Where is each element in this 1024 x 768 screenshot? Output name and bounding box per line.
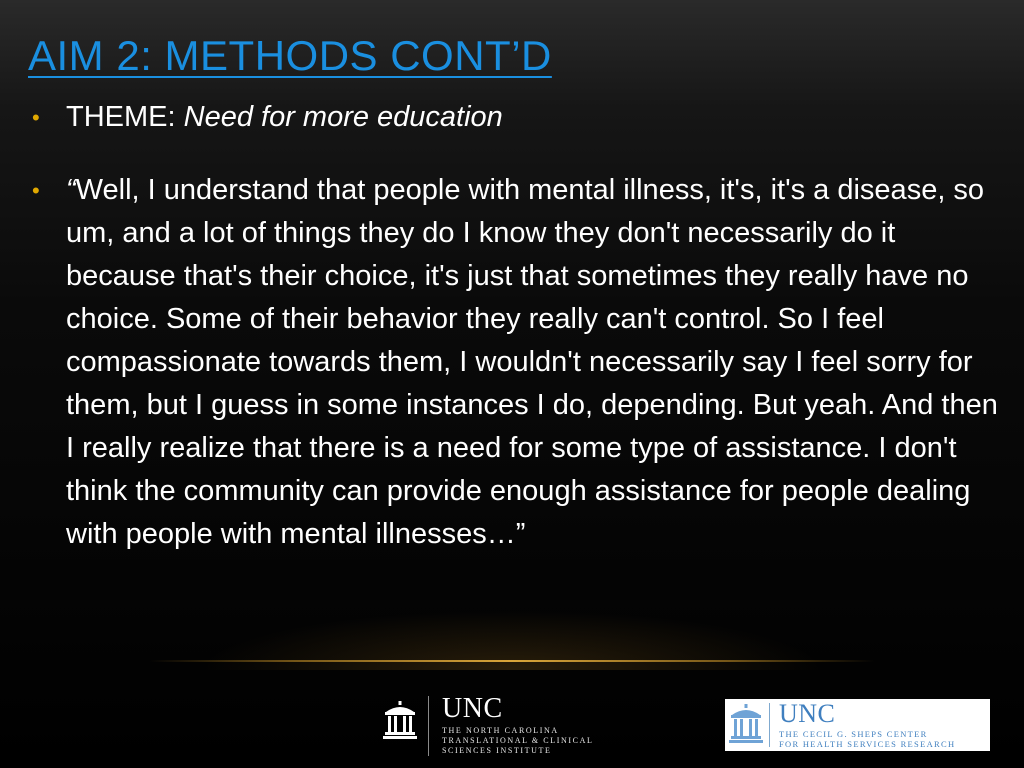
sheps-subtitle [779,729,989,749]
theme-value: Need for more education [183,101,503,133]
sheps-center-logo [725,699,990,751]
sheps-subtitle-line: FOR HEALTH SERVICES RESEARCH [779,739,956,749]
sheps-subtitle-line: THE CECIL G. SHEPS CENTER [779,729,928,739]
bullet-marker: • [32,178,40,203]
tracs-subtitle-line: TRANSLATIONAL & CLINICAL [442,736,594,745]
quote-open-mark: “ [66,174,76,206]
logo-divider [428,696,429,756]
accent-divider [150,660,874,662]
quote-text: Well, I understand that people with mental illness, it's, it's a disease, so um, and a lot of things they do I know they don't necessarily do it because that's their choice, it's just that sometimes they really have no choice. Some of their behavior they really can't control. So I feel compassionate towards them, I wouldn't necessarily say I feel sorry for them, but I guess in some instances I do, depending. But yeah. And then I really realize that there is a need for some type of assistance. I don't think the community can provide enough assistance for people dealing with people with mental illnesses…” [66,174,998,550]
slide-title: AIM 2: METHODS CONT’D [28,32,552,79]
nc-tracs-logo [378,694,628,760]
old-well-icon [382,700,418,740]
bullet-marker: • [32,105,40,130]
tracs-subtitle [442,726,632,756]
sheps-unc-wordmark: UNC [779,699,836,728]
tracs-subtitle-line: SCIENCES INSTITUTE [442,746,552,755]
bullet-theme [30,96,1000,139]
tracs-subtitle-line: THE NORTH CAROLINA [442,726,559,735]
old-well-icon [729,703,763,745]
logo-divider [769,703,770,747]
bullet-quote [30,169,1000,556]
bullet-list [30,96,1000,556]
theme-label: THEME: [66,101,184,133]
tracs-unc-wordmark: UNC [442,693,503,724]
